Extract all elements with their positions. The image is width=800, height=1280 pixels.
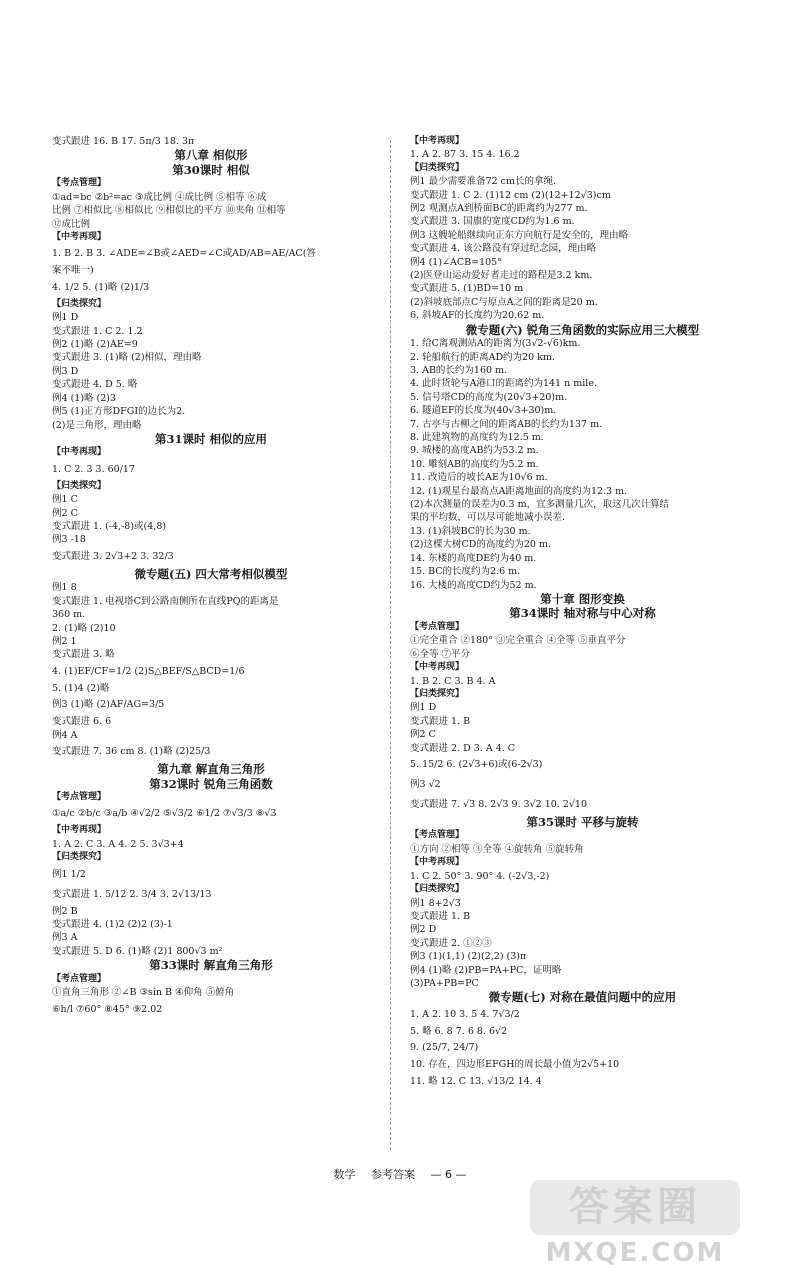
right-column [410,135,755,1092]
answer-line: 例2 观测点A到桥面BC的距离约为277 m. [410,203,588,215]
answer-line: 1. B 2. B 3. ∠ADE=∠B或∠AED=∠C或AD/AB=AE/AC(答 [52,248,316,260]
answer-line: 1. A 2. 87 3. 15 4. 16.2 [410,149,520,161]
answer-line: 15. BC的长度约为2.6 m. [410,566,521,578]
answer-line: (2)本次测量的误差为0.3 m，宜多测量几次，取这几次计算结 [410,499,670,511]
answer-line: 变式跟进 1. (-4,-8)或(4,8) [52,521,167,533]
answer-line: 变式跟进 6. 6 [52,716,112,728]
answer-line: 例1 8 [52,582,77,594]
answer-line: ①方向 ②相等 ③全等 ④旋转角 ⑤旋转角 [410,843,584,855]
answer-line: 5. (1)4 (2)略 [52,682,110,694]
answer-line: 例1 8+2√3 [410,897,461,909]
answer-line: 6. 斜坡AF的长度约为20.62 m. [410,310,545,322]
answer-line: 例1 D [52,312,79,324]
answer-line: 1. A 2. 10 3. 5 4. 7√3/2 [410,1008,520,1020]
footer-label: 参考答案 [371,1168,415,1181]
answer-line: 变式跟进 3. 2√3+2 3. 32/3 [52,550,174,562]
watermark-url: MXQE.COM [545,1238,725,1268]
watermark-logo-text: 答案圈 [530,1180,740,1235]
answer-line: 变式跟进 3. 国旗的宽度CD约为1.6 m. [410,216,575,228]
answer-line: 例1 C [52,494,78,506]
answer-line: ①ad=bc ②b²=ac ③成比例 ④成比例 ⑤相等 ⑥成 [52,191,267,203]
answer-line: 6. 隧道EF的长度为(40√3+30)m. [410,405,557,417]
watermark [530,1180,740,1270]
answer-line: 例2 D [410,924,437,936]
answer-line: 变式跟进 5. D 6. (1)略 (2)1 800√3 m² [52,945,223,957]
answer-line: 1. 给C离观测站A的距离为(3√2-√6)km. [410,338,581,350]
section-heading: 【中考再现】 [52,447,107,458]
answer-line: 例3 A [52,932,78,944]
section-heading: 【中考再现】 [52,232,107,243]
section-heading: 【中考再现】 [410,136,465,146]
answer-line: 7. 古亭与古柳之间的距离AB的长约为137 m. [410,418,603,430]
answer-line: 例3 (1)(1,1) (2)(2,2) (3)π [410,951,527,963]
lesson-title: 第34课时 轴对称与中心对称 [509,606,656,621]
topic-title: 微专题(六) 锐角三角函数的实际应用三大模型 [465,322,700,337]
lesson-title: 第31课时 相似的应用 [154,431,267,446]
answer-line: ①完全重合 ②180° ③完全重合 ④全等 ⑤垂直平分 [410,635,626,647]
answer-line: 变式跟进 1. C 2. (1)12 cm (2)(12+12√3)cm [410,189,611,201]
answer-line: ⑫成比例 [52,218,91,230]
lesson-title: 第32课时 锐角三角函数 [149,776,273,791]
answer-line: 例1 D [410,702,437,714]
page-number: — 6 — [430,1168,467,1181]
answer-line: 11. 略 12. C 13. √13/2 14. 4 [410,1075,542,1087]
answer-line: 360 m. [52,609,86,621]
answer-line: 变式跟进 1. C 2. 1.2 [52,325,143,337]
answer-line: 例2 (1)略 (2)AE=9 [52,339,138,351]
answer-line: (2)斜坡底部点C与原点A之间的距离是20 m. [410,296,598,308]
section-heading: 【归类探究】 [410,688,465,699]
section-heading: 【考点管理】 [410,621,465,632]
answer-line: 1. C 2. 50° 3. 90° 4. (-2√3,-2) [410,870,550,882]
answer-line: 变式跟进 1. B [410,910,471,922]
answer-line: ⑥h/l ⑦60° ⑧45° ⑨2.02 [52,1003,163,1015]
answer-line: (3)PA+PB=PC [410,977,479,989]
answer-line: 例1 最少需要准备72 cm长的拿绳. [410,176,557,188]
answer-line: 9. 城楼的高度AB约为53.2 m. [410,445,539,457]
chapter-title: 第十章 图形变换 [540,591,625,606]
answer-line: 3. AB的长约为160 m. [410,365,508,376]
section-heading: 【考点管理】 [410,830,465,841]
answer-line: 变式跟进 4. 该公路没有穿过纪念园，理由略 [410,243,597,255]
answer-line: 变式跟进 7. √3 8. 2√3 9. 3√2 10. 2√10 [410,798,588,810]
answer-line: 变式跟进 4. D 5. 略 [52,379,138,391]
answer-line: 2. 轮船航行的距离AD约为20 km. [410,351,555,363]
footer-subject: 数学 [333,1168,356,1181]
section-heading: 【归类探究】 [52,480,107,491]
section-heading: 【中考再现】 [52,825,107,836]
topic-title: 微专题(五) 四大常考相似模型 [134,566,288,581]
answer-line: 例3 D [52,365,79,377]
chapter-title: 第八章 相似形 [174,148,248,163]
left-column [52,135,370,1020]
answer-line: 1. C 2. 3 3. 60/17 [52,463,135,475]
answer-line: 例2 1 [52,635,77,647]
answer-line: 变式跟进 7. 36 cm 8. (1)略 (2)25/3 [52,746,211,757]
answer-line: 4. 此时货轮与A港口的距离约为141 n mile. [410,378,597,390]
chapter-title: 第九章 解直角三角形 [157,762,265,776]
answer-line: 例4 A [52,729,78,741]
answer-line: 例4 (1)略 (2)PB=PA+PC，证明略 [410,964,562,976]
answer-line: 变式跟进 3. (1)略 (2)相似，理由略 [52,352,202,364]
column-divider [390,140,391,1150]
answer-line: 变式跟进 2. ①②③ [410,937,492,949]
answer-line: 果的平均数，可以尽可能地减小误差. [410,512,566,524]
answer-line: 9. (25/7, 24/7) [410,1042,479,1054]
answer-line: 变式跟进 5. (1)BD=10 m [410,283,524,295]
answer-line: 2. (1)略 (2)10 [52,622,116,634]
answer-line: 4. 1/2 5. (1)略 (2)1/3 [52,281,150,293]
answer-line: 1. A 2. C 3. A 4. 2 5. 3√3+4 [52,838,184,850]
section-heading: 【归类探究】 [410,162,465,173]
answer-line: 变式跟进 2. D 3. A 4. C [410,742,516,754]
section-heading: 【中考再现】 [410,662,465,673]
answer-line: (2)医登山运动爱好者走过的路程是3.2 km. [410,270,593,282]
answer-line: (2)是三角形，理由略 [52,419,142,431]
answer-line: 变式跟进 1. B [410,715,471,727]
section-heading: 【考点管理】 [52,973,107,984]
answer-line: 比例 ⑦相似比 ⑧相似比 ⑨相似比的平方 ⑩夹角 ⑪相等 [52,205,286,217]
answer-line: 5. 15/2 6. (2√3+6)或(6-2√3) [410,758,543,770]
answer-line: 10. 雕刻AB的高度约为5.2 m. [410,458,539,470]
answer-line: 例3 √2 [410,778,441,790]
answer-line: ⑥全等 ⑦平分 [410,648,471,660]
answer-line: 变式跟进 4. (1)2 (2)2 (3)-1 [52,919,173,931]
answer-line: 例3 -18 [52,534,86,546]
lesson-title: 第35课时 平移与旋转 [526,814,639,829]
topic-title: 微专题(七) 对称在最值问题中的应用 [488,990,677,1005]
answer-line: 1. B 2. C 3. B 4. A [410,675,496,687]
answer-line: 10. 存在，四边形EFGH的周长最小值为2√5+10 [410,1059,620,1071]
answer-line: 5. 信号塔CD的高度为(20√3+20)m. [410,391,568,403]
answer-line: 例3 这艘轮船继续向正东方向航行是安全的，理由略 [410,229,629,241]
section-heading: 【归类探究】 [410,884,465,895]
lesson-title: 第33课时 解直角三角形 [149,958,273,973]
answer-line: 变式跟进 1. 5/12 2. 3/4 3. 2√13/13 [52,888,212,900]
answer-line: 变式跟进 1. 电视塔C到公路南侧所在直线PQ的距离是 [52,595,279,607]
answer-line: 例2 C [52,507,78,519]
answer-line: 14. 东楼的高度DE约为40 m. [410,552,537,564]
section-heading: 【考点管理】 [52,792,107,802]
answer-line: 变式跟进 16. B 17. 5π/3 18. 3π [52,136,195,147]
answer-line: 5. 略 6. 8 7. 6 8. 6√2 [410,1025,508,1037]
lesson-title: 第30课时 相似 [172,162,250,177]
answer-line: 例2 B [52,905,78,917]
section-heading: 【归类探究】 [52,852,107,863]
answer-line: 例5 (1)正方形DFGI的边长为2. [52,406,186,418]
answer-line: 例4 (1)∠ACB=105° [410,256,502,268]
section-heading: 【归类探究】 [52,298,107,309]
answer-line: 8. 此建筑物的高度约为12.5 m. [410,432,544,444]
answer-line: 案不唯一) [52,265,94,277]
answer-line: 16. 大楼的高度CD约为52 m. [410,579,537,591]
answer-line: (2)这棵大树CD的高度约为20 m. [410,539,551,551]
answer-line: 13. (1)斜坡BC的长为30 m. [410,525,531,537]
answer-line: 例2 C [410,729,436,741]
answer-line: 11. 改造后的坡长AE为10√6 m. [410,472,548,484]
answer-line: 例4 (1)略 (2)3 [52,392,117,404]
section-heading: 【考点管理】 [52,178,107,189]
answer-line: 例3 (1)略 (2)AF/AG=3/5 [52,699,165,711]
answer-line: 变式跟进 3. 略 [52,649,115,661]
answer-line: 12. (1)观星台最高点A距离地面的高度约为12.3 m. [410,485,628,497]
section-heading: 【中考再现】 [410,857,465,868]
answer-line: 例1 1/2 [52,868,86,880]
answer-line: 4. (1)EF/CF=1/2 (2)S△BEF/S△BCD=1/6 [52,665,245,677]
answer-line: ①a/c ②b/c ③a/b ④√2/2 ⑤√3/2 ⑥1/2 ⑦√3/3 ⑧√3 [52,808,277,820]
answer-line: ①直角三角形 ②∠B ③sin B ④仰角 ⑤俯角 [52,987,235,999]
